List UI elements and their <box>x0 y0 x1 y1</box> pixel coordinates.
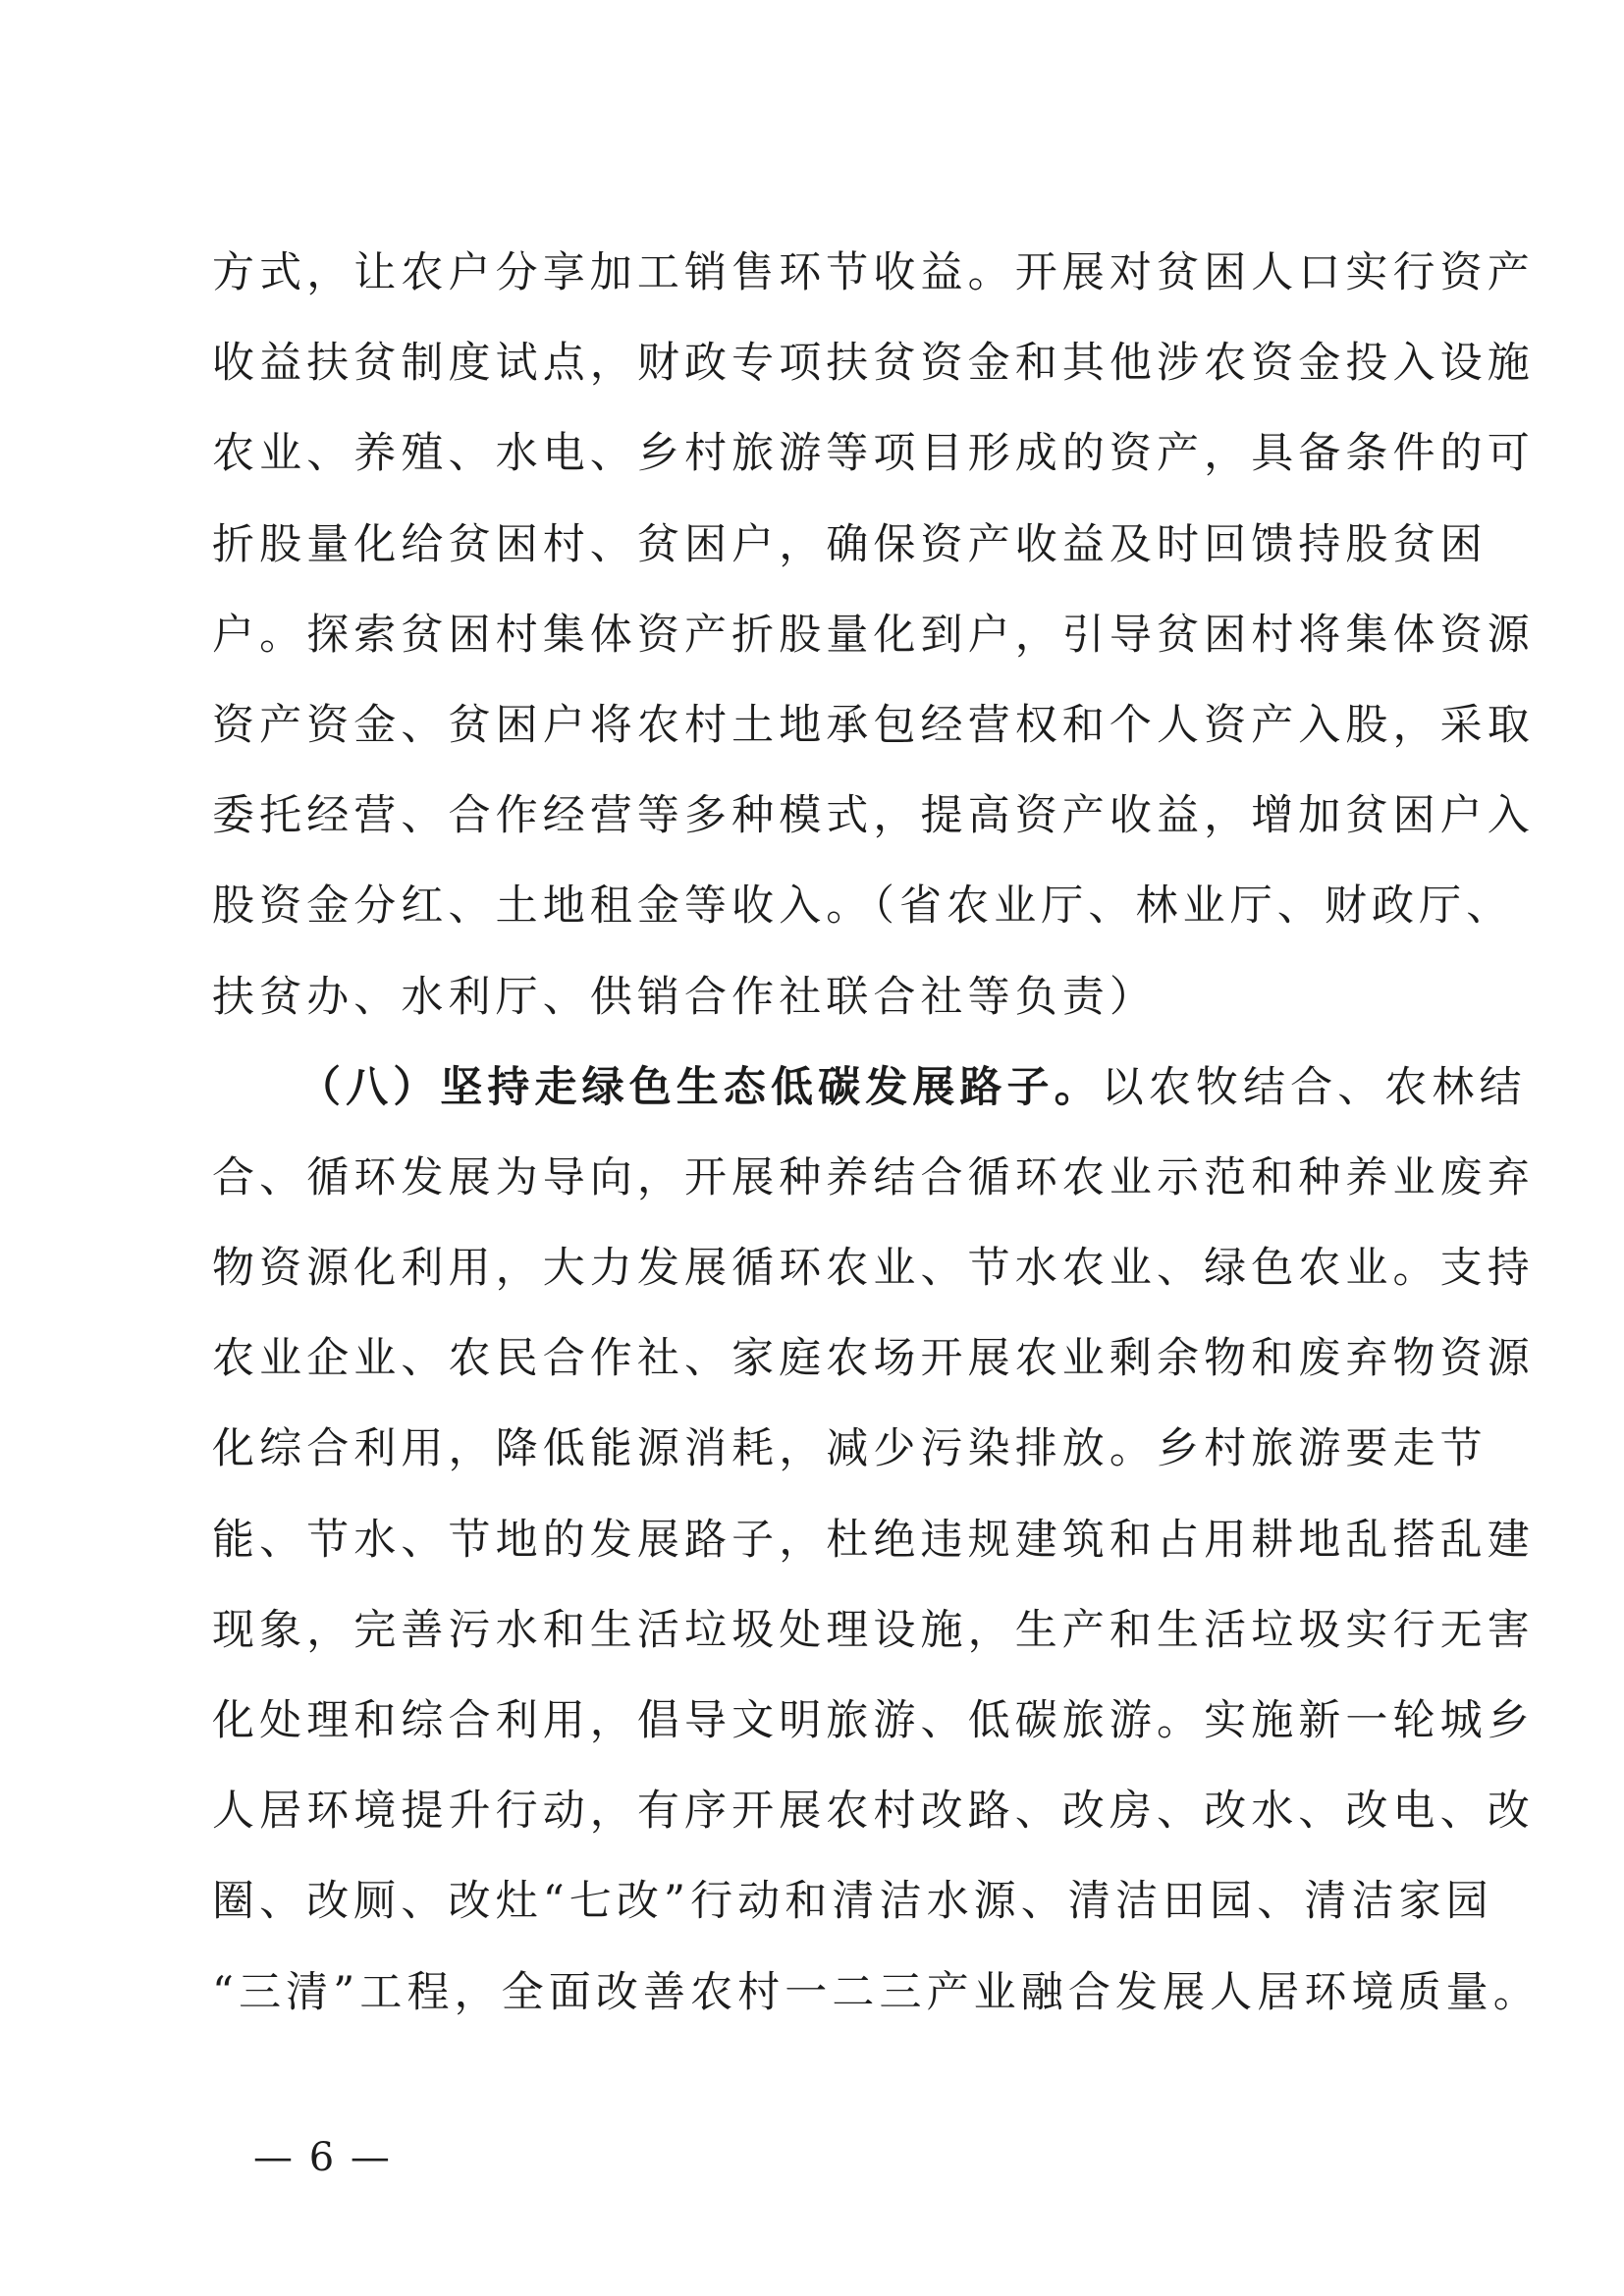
text-line: 户。探索贫困村集体资产折股量化到户，引导贫困村将集体资源 <box>212 610 1535 660</box>
text-line: “三清”工程，全面改善农村一二三产业融合发展人居环境质量。 <box>212 1967 1541 2017</box>
text-line: 农业企业、农民合作社、家庭农场开展农业剩余物和废弃物资源 <box>212 1334 1535 1384</box>
text-line: 收益扶贫制度试点，财政专项扶贫资金和其他涉农资金投入设施 <box>212 339 1535 389</box>
section-8-first-line <box>212 1042 1527 1133</box>
page-number: — 6 — <box>253 2135 392 2180</box>
text-line: 物资源化利用，大力发展循环农业、节水农业、绿色农业。支持 <box>212 1244 1535 1294</box>
text-line: 圈、改厕、改灶“七改”行动和清洁水源、清洁田园、清洁家园 <box>212 1877 1493 1927</box>
text-line: 化处理和综合利用，倡导文明旅游、低碳旅游。实施新一轮城乡 <box>212 1696 1535 1745</box>
text-line: 扶贫办、水利厅、供销合作社联合社等负责） <box>212 972 1157 1022</box>
section-heading: （八）坚持走绿色生态低碳发展路子。 <box>298 1062 1102 1112</box>
text-line: 人居环境提升行动，有序开展农村改路、改房、改水、改电、改 <box>212 1787 1535 1837</box>
text-line: 方式，让农户分享加工销售环节收益。开展对贫困人口实行资产 <box>212 248 1535 297</box>
body-text <box>212 228 1541 2038</box>
text-line: 折股量化给贫困村、贫困户，确保资产收益及时回馈持股贫困 <box>212 519 1488 569</box>
text-line: 合、循环发展为导向，开展种养结合循环农业示范和种养业废弃 <box>212 1152 1535 1202</box>
section-8-first-line-text: 以农牧结合、农林结 <box>1101 1062 1527 1112</box>
text-line: 能、节水、节地的发展路子，杜绝违规建筑和占用耕地乱搭乱建 <box>212 1515 1535 1565</box>
text-line: 资产资金、贫困户将农村土地承包经营权和个人资产入股，采取 <box>212 700 1535 750</box>
text-line: 化综合利用，降低能源消耗，减少污染排放。乡村旅游要走节 <box>212 1424 1488 1474</box>
text-line: 委托经营、合作经营等多种模式，提高资产收益，增加贫困户入 <box>212 791 1535 841</box>
text-line: 农业、养殖、水电、乡村旅游等项目形成的资产，具备条件的可 <box>212 429 1535 479</box>
text-line: 股资金分红、土地租金等收入。（省农业厅、林业厅、财政厅、 <box>212 881 1514 932</box>
text-line: 现象，完善污水和生活垃圾处理设施，生产和生活垃圾实行无害 <box>212 1605 1535 1655</box>
